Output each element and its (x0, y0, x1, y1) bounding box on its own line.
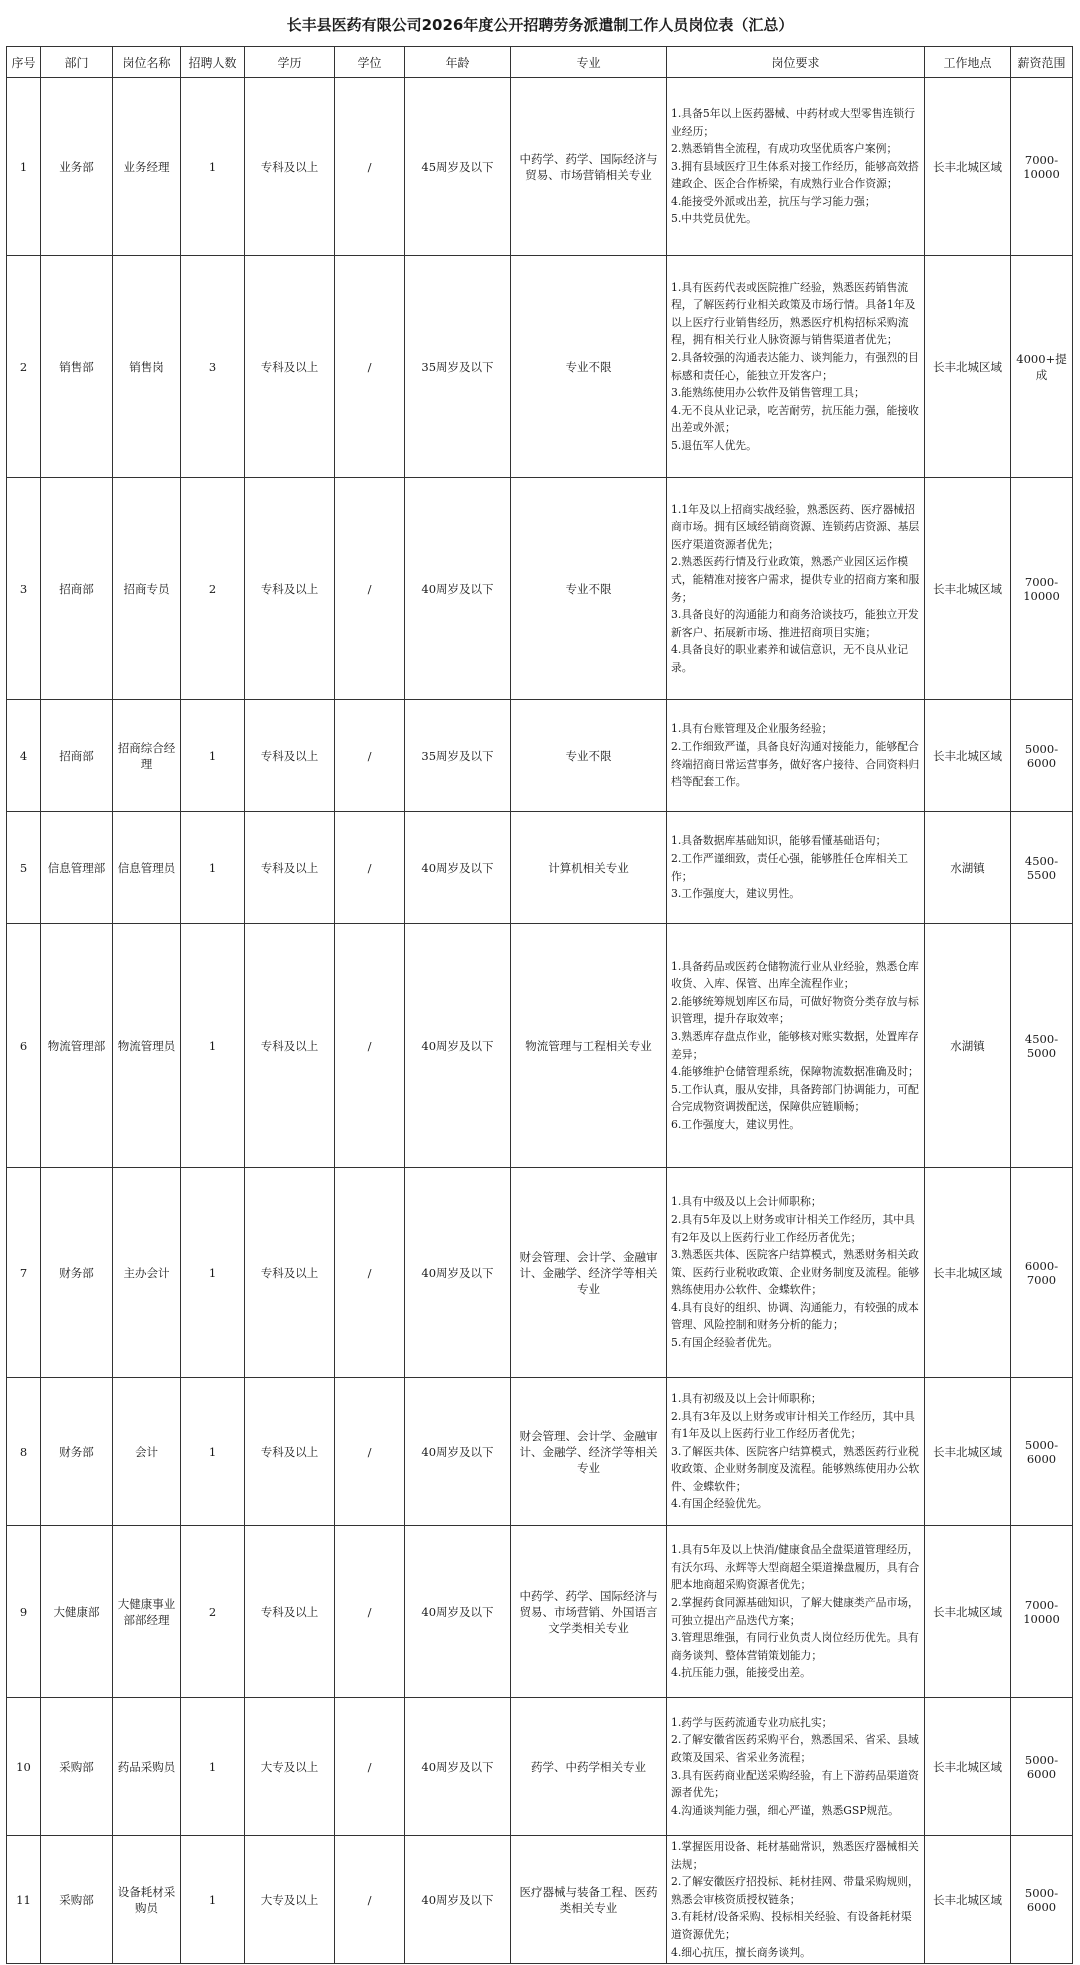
requirement-item: 2.熟悉销售全流程，有成功攻坚优质客户案例； (671, 142, 898, 156)
row-requirements (667, 1378, 925, 1526)
row-count: 1 (181, 924, 245, 1168)
row-age: 40周岁及以下 (405, 1836, 511, 1964)
requirement-item: 5.退伍军人优先。 (671, 438, 757, 452)
table-row (7, 924, 1073, 1168)
row-position: 物流管理员 (113, 924, 181, 1168)
row-dept: 采购部 (41, 1698, 113, 1836)
header-no: 序号 (7, 47, 41, 78)
row-no: 11 (7, 1836, 41, 1964)
row-requirements (667, 1698, 925, 1836)
row-location: 长丰北城区域 (925, 1378, 1011, 1526)
row-location: 长丰北城区域 (925, 1698, 1011, 1836)
row-position: 招商综合经理 (113, 700, 181, 812)
requirement-item: 2.能够统筹规划库区布局，可做好物资分类存放与标识管理，提升存取效率； (671, 994, 919, 1026)
row-salary: 7000-10000 (1011, 78, 1073, 256)
row-age: 40周岁及以下 (405, 1698, 511, 1836)
row-age: 35周岁及以下 (405, 700, 511, 812)
row-major: 计算机相关专业 (511, 812, 667, 924)
row-major: 财会管理、会计学、金融审计、金融学、经济学等相关专业 (511, 1168, 667, 1378)
row-position: 业务经理 (113, 78, 181, 256)
row-no: 8 (7, 1378, 41, 1526)
row-age: 40周岁及以下 (405, 478, 511, 700)
table-row (7, 1836, 1073, 1964)
requirement-item: 4.能够维护仓储管理系统，保障物流数据准确及时； (671, 1065, 919, 1079)
row-degree: / (335, 1698, 405, 1836)
row-position: 销售岗 (113, 256, 181, 478)
row-requirements (667, 478, 925, 700)
row-salary: 4500-5000 (1011, 924, 1073, 1168)
requirement-item: 6.工作强度大，建议男性。 (671, 1117, 801, 1131)
table-row (7, 1378, 1073, 1526)
row-degree: / (335, 700, 405, 812)
row-position: 大健康事业部部经理 (113, 1526, 181, 1698)
header-count: 招聘人数 (181, 47, 245, 78)
row-no: 6 (7, 924, 41, 1168)
row-no: 2 (7, 256, 41, 478)
row-position: 设备耗材采购员 (113, 1836, 181, 1964)
row-dept: 招商部 (41, 478, 113, 700)
requirement-item: 4.沟通谈判能力强，细心严谨，熟悉GSP规范。 (671, 1803, 899, 1817)
table-body (7, 78, 1073, 1964)
row-count: 1 (181, 1836, 245, 1964)
row-salary: 7000-10000 (1011, 478, 1073, 700)
requirement-item: 3.有耗材/设备采购、投标相关经验、有设备耗材渠道资源优先； (671, 1910, 912, 1941)
requirement-item: 1.具备药品或医药仓储物流行业从业经验，熟悉仓库收货、入库、保管、出库全流程作业； (671, 959, 919, 991)
row-degree: / (335, 1836, 405, 1964)
requirement-item: 4.具有良好的组织、协调、沟通能力，有较强的成本管理、风险控制和财务分析的能力； (671, 1300, 919, 1332)
table-row (7, 812, 1073, 924)
table-row (7, 78, 1073, 256)
requirement-item: 4.具备良好的职业素养和诚信意识，无不良从业记录。 (671, 643, 909, 674)
row-salary: 4000+提成 (1011, 256, 1073, 478)
requirement-item: 3.工作强度大，建议男性。 (671, 887, 801, 901)
header-education: 学历 (245, 47, 335, 78)
row-position: 药品采购员 (113, 1698, 181, 1836)
row-education: 专科及以上 (245, 924, 335, 1168)
row-dept: 物流管理部 (41, 924, 113, 1168)
row-salary: 5000-6000 (1011, 1836, 1073, 1964)
row-dept: 业务部 (41, 78, 113, 256)
row-location: 长丰北城区域 (925, 700, 1011, 812)
row-location: 水湖镇 (925, 924, 1011, 1168)
requirement-item: 3.管理思维强，有同行业负责人岗位经历优先。具有商务谈判、整体营销策划能力； (671, 1631, 919, 1662)
row-no: 5 (7, 812, 41, 924)
table-row (7, 1168, 1073, 1378)
row-dept: 招商部 (41, 700, 113, 812)
table-row (7, 1698, 1073, 1836)
row-major: 专业不限 (511, 256, 667, 478)
row-location: 长丰北城区域 (925, 256, 1011, 478)
row-location: 长丰北城区域 (925, 1836, 1011, 1964)
row-major: 专业不限 (511, 700, 667, 812)
row-degree: / (335, 256, 405, 478)
row-count: 1 (181, 700, 245, 812)
requirement-item: 2.工作严谨细致，责任心强，能够胜任仓库相关工作； (671, 851, 909, 883)
row-degree: / (335, 1526, 405, 1698)
requirement-item: 2.工作细致严谨，具备良好沟通对接能力，能够配合终端招商日常运营事务，做好客户接待、合同资料归档等配套工作。 (671, 739, 920, 789)
row-age: 40周岁及以下 (405, 1378, 511, 1526)
header-dept: 部门 (41, 47, 113, 78)
row-requirements (667, 1168, 925, 1378)
requirement-item: 4.能接受外派或出差，抗压与学习能力强； (671, 194, 876, 208)
row-age: 40周岁及以下 (405, 1168, 511, 1378)
row-education: 专科及以上 (245, 256, 335, 478)
row-major: 药学、中药学相关专业 (511, 1698, 667, 1836)
requirement-item: 1.具有初级及以上会计师职称； (671, 1391, 822, 1405)
row-major: 中药学、药学、国际经济与贸易、市场营销、外国语言文学类相关专业 (511, 1526, 667, 1698)
requirement-item: 3.拥有县域医疗卫生体系对接工作经历，能够高效搭建政企、医企合作桥梁，有成熟行业合作资源； (671, 159, 919, 191)
requirement-item: 1.具备数据库基础知识，能够看懂基础语句； (671, 834, 887, 848)
requirement-item: 1.具有医药代表或医院推广经验，熟悉医药销售流程，了解医药行业相关政策及市场行情。具备1年及以上医疗行业销售经历，熟悉医疗机构招标采购流程，拥有相关行业人脉资源与销售渠道者优先； (671, 280, 916, 347)
row-major: 物流管理与工程相关专业 (511, 924, 667, 1168)
row-age: 45周岁及以下 (405, 78, 511, 256)
table-header-row (7, 47, 1073, 78)
row-dept: 信息管理部 (41, 812, 113, 924)
row-education: 大专及以上 (245, 1836, 335, 1964)
row-position: 信息管理员 (113, 812, 181, 924)
row-dept: 财务部 (41, 1378, 113, 1526)
row-no: 3 (7, 478, 41, 700)
document-title: 长丰县医药有限公司2026年度公开招聘劳务派遣制工作人员岗位表（汇总） (286, 16, 794, 34)
row-dept: 大健康部 (41, 1526, 113, 1698)
row-salary: 5000-6000 (1011, 1698, 1073, 1836)
row-no: 4 (7, 700, 41, 812)
header-location: 工作地点 (925, 47, 1011, 78)
requirement-item: 3.具备良好的沟通能力和商务洽谈技巧，能独立开发新客户、拓展新市场、推进招商项目实施； (671, 608, 919, 639)
requirement-item: 1.1年及以上招商实战经验，熟悉医药、医疗器械招商市场。拥有区域经销商资源、连锁药店资源、基层医疗渠道资源者优先； (671, 502, 920, 551)
row-education: 专科及以上 (245, 700, 335, 812)
requirement-item: 3.熟悉库存盘点作业，能够核对账实数据，处置库存差异； (671, 1029, 919, 1061)
header-salary: 薪资范围 (1011, 47, 1073, 78)
row-count: 2 (181, 478, 245, 700)
row-count: 2 (181, 1526, 245, 1698)
row-education: 专科及以上 (245, 78, 335, 256)
row-requirements (667, 1836, 925, 1964)
requirement-item: 1.具有台账管理及企业服务经验； (671, 722, 833, 736)
table-row (7, 256, 1073, 478)
job-positions-table (6, 46, 1073, 1964)
row-salary: 5000-6000 (1011, 1378, 1073, 1526)
table-row (7, 1526, 1073, 1698)
requirement-item: 1.具有中级及以上会计师职称； (671, 1195, 822, 1209)
requirement-item: 4.无不良从业记录，吃苦耐劳，抗压能力强，能接收出差或外派； (671, 403, 919, 435)
requirement-item: 1.具备5年以上医药器械、中药材或大型零售连锁行业经历； (671, 106, 915, 138)
row-requirements (667, 812, 925, 924)
requirement-item: 2.了解安徽医疗招投标、耗材挂网、带量采购规则，熟悉会审核资质授权链条； (671, 1875, 919, 1906)
requirement-item: 2.熟悉医药行情及行业政策，熟悉产业园区运作模式，能精准对接客户需求，提供专业的招商方案和服务； (671, 555, 920, 604)
requirement-item: 2.具有5年及以上财务或审计相关工作经历，其中具有2年及以上医药行业工作经历者优先； (671, 1212, 915, 1244)
row-age: 40周岁及以下 (405, 924, 511, 1168)
header-age: 年龄 (405, 47, 511, 78)
requirement-item: 3.了解医共体、医院客户结算模式，熟悉医药行业税收政策、企业财务制度及流程。能够熟练使用办公软件、金蝶软件； (671, 1444, 920, 1493)
requirement-item: 1.具有5年及以上快消/健康食品全盘渠道管理经历，有沃尔玛、永辉等大型商超全渠道操盘履历，具有合肥本地商超采购资源者优先； (671, 1543, 920, 1592)
row-education: 专科及以上 (245, 1168, 335, 1378)
row-no: 7 (7, 1168, 41, 1378)
row-requirements (667, 78, 925, 256)
row-degree: / (335, 1378, 405, 1526)
row-degree: / (335, 812, 405, 924)
row-position: 主办会计 (113, 1168, 181, 1378)
header-position: 岗位名称 (113, 47, 181, 78)
row-location: 水湖镇 (925, 812, 1011, 924)
requirement-item: 2.具有3年及以上财务或审计相关工作经历，其中具有1年及以上医药行业工作经历者优先； (671, 1409, 915, 1441)
requirement-item: 4.细心抗压，擅长商务谈判。 (671, 1945, 811, 1959)
row-age: 35周岁及以下 (405, 256, 511, 478)
row-count: 1 (181, 812, 245, 924)
requirement-item: 1.药学与医药流通专业功底扎实； (671, 1715, 833, 1729)
row-major: 中药学、药学、国际经济与贸易、市场营销相关专业 (511, 78, 667, 256)
row-count: 1 (181, 1378, 245, 1526)
header-degree: 学位 (335, 47, 405, 78)
row-degree: / (335, 78, 405, 256)
row-major: 专业不限 (511, 478, 667, 700)
row-education: 专科及以上 (245, 1526, 335, 1698)
requirement-item: 2.具备较强的沟通表达能力、谈判能力，有强烈的目标感和责任心，能独立开发客户； (671, 350, 919, 382)
requirement-item: 5.工作认真，服从安排，具备跨部门协调能力，可配合完成物资调拨配送，保障供应链顺畅； (671, 1082, 919, 1114)
row-location: 长丰北城区域 (925, 478, 1011, 700)
row-location: 长丰北城区域 (925, 1526, 1011, 1698)
table-row (7, 478, 1073, 700)
row-degree: / (335, 1168, 405, 1378)
requirement-item: 3.能熟练使用办公软件及销售管理工具； (671, 386, 865, 400)
header-requirements: 岗位要求 (667, 47, 925, 78)
row-location: 长丰北城区域 (925, 1168, 1011, 1378)
requirement-item: 1.掌握医用设备、耗材基础常识，熟悉医疗器械相关法规； (671, 1840, 919, 1871)
row-salary: 6000-7000 (1011, 1168, 1073, 1378)
row-age: 40周岁及以下 (405, 1526, 511, 1698)
row-dept: 采购部 (41, 1836, 113, 1964)
requirement-item: 4.有国企经验优先。 (671, 1497, 768, 1511)
requirement-item: 5.中共党员优先。 (671, 212, 757, 226)
table-row (7, 700, 1073, 812)
row-count: 1 (181, 1168, 245, 1378)
row-count: 1 (181, 1698, 245, 1836)
row-major: 医疗器械与装备工程、医药类相关专业 (511, 1836, 667, 1964)
row-education: 专科及以上 (245, 812, 335, 924)
requirement-item: 3.熟悉医共体、医院客户结算模式，熟悉财务相关政策、医药行业税收政策、企业财务制度及流程。能够熟练使用办公软件、金蝶软件； (671, 1248, 920, 1297)
row-requirements (667, 1526, 925, 1698)
row-requirements (667, 924, 925, 1168)
row-education: 专科及以上 (245, 478, 335, 700)
row-dept: 销售部 (41, 256, 113, 478)
row-position: 招商专员 (113, 478, 181, 700)
row-major: 财会管理、会计学、金融审计、金融学、经济学等相关专业 (511, 1378, 667, 1526)
requirement-item: 4.抗压能力强，能接受出差。 (671, 1666, 811, 1680)
row-no: 1 (7, 78, 41, 256)
row-salary: 7000-10000 (1011, 1526, 1073, 1698)
row-dept: 财务部 (41, 1168, 113, 1378)
row-degree: / (335, 478, 405, 700)
row-education: 专科及以上 (245, 1378, 335, 1526)
row-requirements (667, 700, 925, 812)
row-no: 9 (7, 1526, 41, 1698)
row-location: 长丰北城区域 (925, 78, 1011, 256)
row-age: 40周岁及以下 (405, 812, 511, 924)
header-major: 专业 (511, 47, 667, 78)
row-count: 1 (181, 78, 245, 256)
row-education: 大专及以上 (245, 1698, 335, 1836)
requirement-item: 3.具有医药商业配送采购经验，有上下游药品渠道资源者优先； (671, 1768, 919, 1800)
row-position: 会计 (113, 1378, 181, 1526)
row-requirements (667, 256, 925, 478)
requirement-item: 2.了解安徽省医药采购平台，熟悉国采、省采、县域政策及国采、省采业务流程； (671, 1733, 919, 1764)
row-degree: / (335, 924, 405, 1168)
row-salary: 4500-5500 (1011, 812, 1073, 924)
row-no: 10 (7, 1698, 41, 1836)
requirement-item: 5.有国企经验者优先。 (671, 1336, 779, 1350)
requirement-item: 2.掌握药食同源基础知识，了解大健康类产品市场，可独立提出产品迭代方案； (671, 1595, 919, 1627)
row-salary: 5000-6000 (1011, 700, 1073, 812)
row-count: 3 (181, 256, 245, 478)
